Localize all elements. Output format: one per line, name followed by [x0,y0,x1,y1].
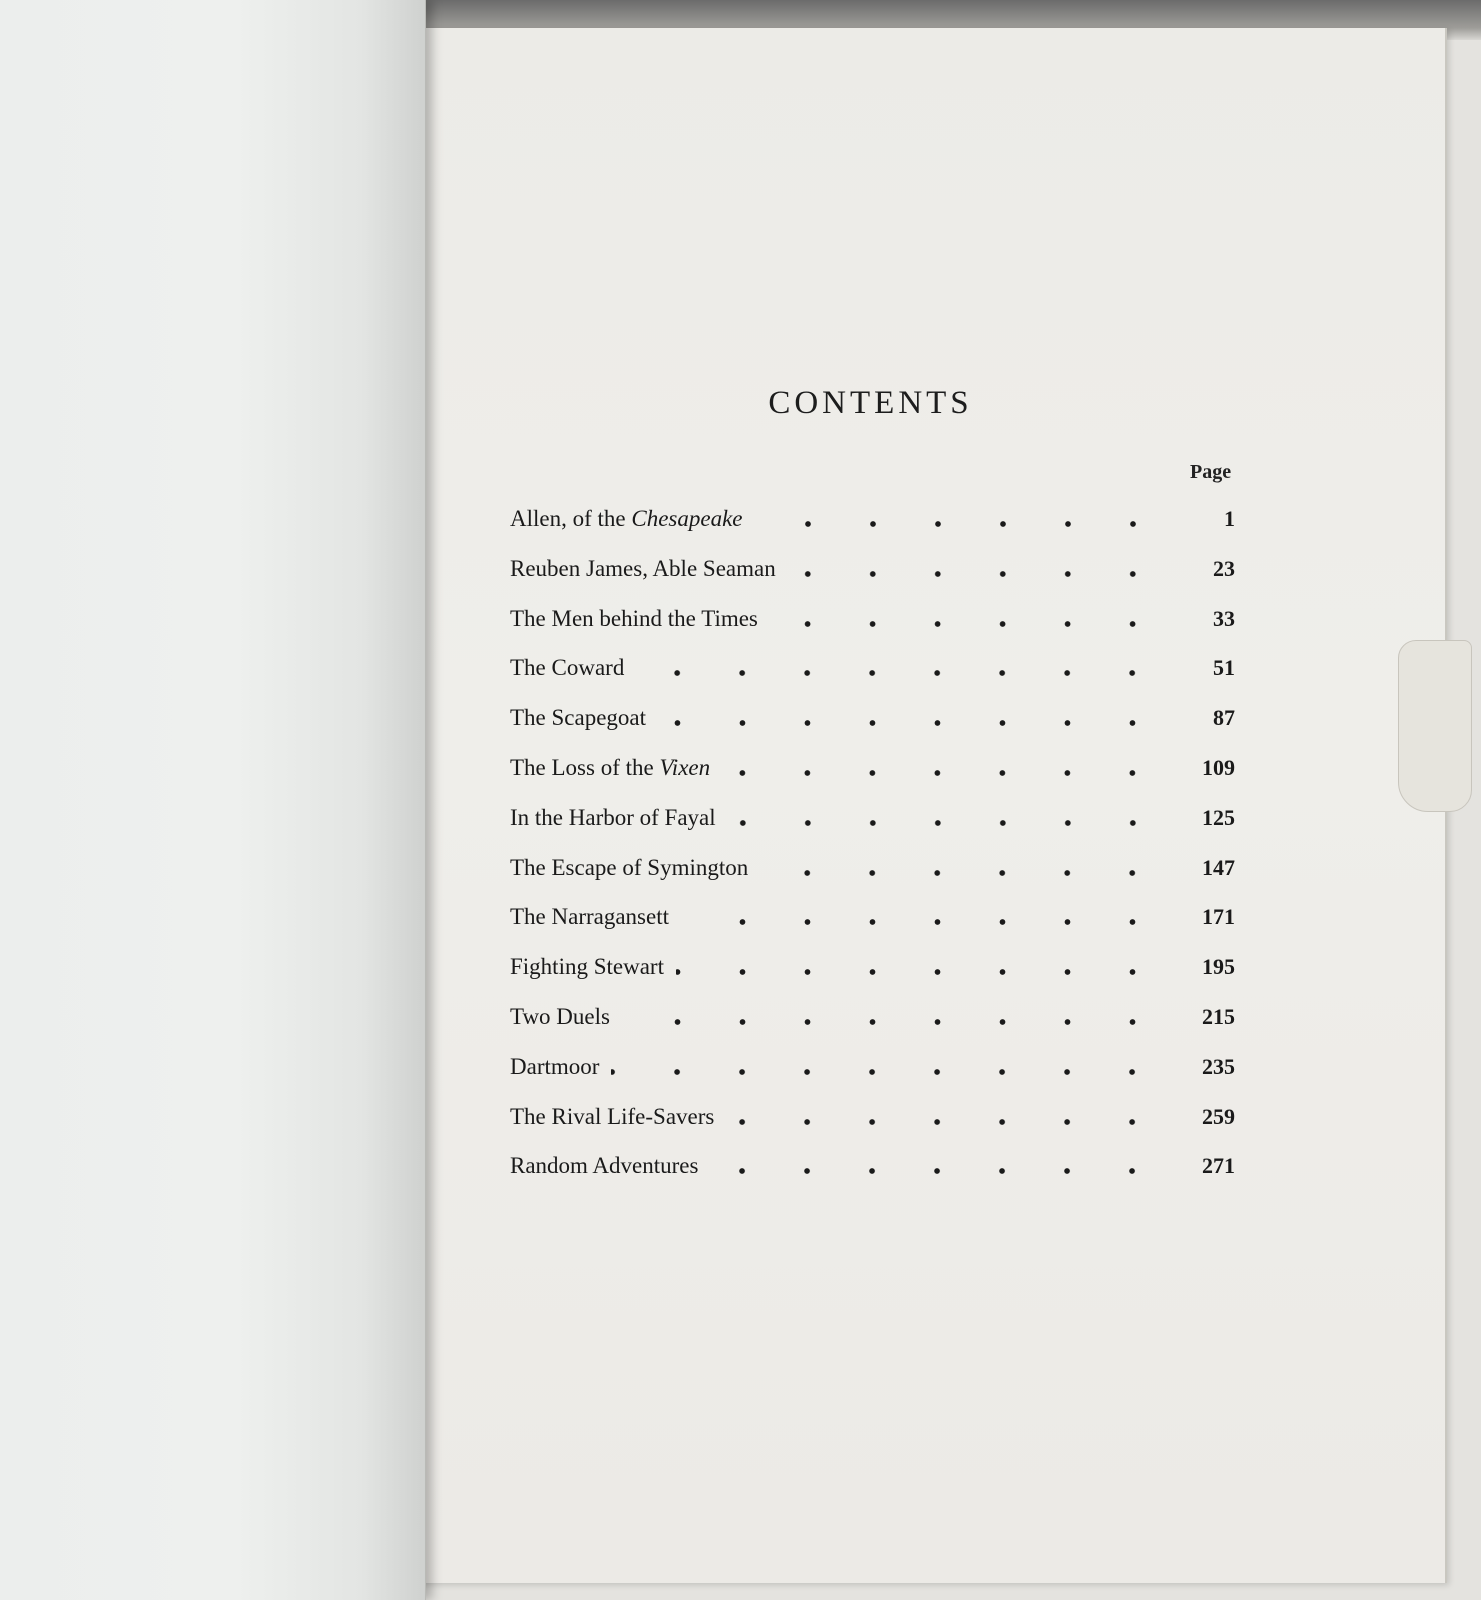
toc-entry-title [510,755,710,781]
toc-entry-title [510,506,743,532]
left-page-blank [0,0,426,1600]
toc-entry-page: 87 [1213,705,1235,731]
toc-entry [510,1147,1235,1197]
toc-entry-title [510,1004,610,1030]
torn-paper-edge [1398,640,1472,812]
table-of-contents [510,500,1235,1197]
dot-leader [770,621,1165,627]
toc-entry [510,550,1235,600]
toc-entry-title [510,1054,599,1080]
page-column-label: Page [1190,461,1232,483]
toc-entry-page: 195 [1202,954,1235,980]
toc-entry-title-text: The Coward [510,655,625,681]
toc-entry [510,799,1235,849]
toc-entry-page: 259 [1202,1103,1235,1129]
toc-entry-title [510,954,664,980]
toc-entry [510,600,1235,650]
toc-entry-title [510,705,646,731]
toc-entry [510,948,1235,998]
toc-entry [510,849,1235,899]
toc-entry-title-text: Random Adventures [510,1153,699,1179]
dot-leader [726,1119,1165,1125]
toc-entry-title-italic: Chesapeake [631,506,743,531]
toc-entry-page: 109 [1202,754,1235,780]
dot-leader [710,1168,1165,1174]
dot-leader [676,969,1165,975]
dot-leader [728,820,1165,826]
dot-leader [681,919,1165,925]
toc-entry-title-text: In the Harbor of Fayal [510,804,716,830]
toc-entry-title [510,855,748,881]
toc-entry-page: 215 [1202,1003,1235,1029]
dot-leader [788,571,1165,577]
toc-entry [510,1098,1235,1148]
toc-entry-title-text: The Escape of Symington [510,854,749,880]
toc-entry-title-text: The Loss of the [510,754,660,780]
dot-leader [636,670,1165,676]
toc-entry-page: 23 [1213,555,1235,581]
toc-entry-title [510,805,716,831]
dot-leader [611,1069,1165,1075]
toc-entry-page: 51 [1213,655,1235,681]
toc-entry-title-text: The Narragansett [510,904,670,930]
toc-entry-title [510,904,669,930]
toc-entry-page: 1 [1224,506,1235,531]
toc-entry-title [510,606,758,632]
toc-entry-page: 235 [1202,1053,1235,1079]
toc-entry-title-text: The Scapegoat [510,705,647,731]
toc-entry-title-text: Fighting Stewart [510,954,664,980]
toc-entry-title-text: The Rival Life-Savers [510,1103,715,1129]
toc-entry-title-text: Reuben James, Able Seaman [510,555,776,581]
toc-entry-title [510,1104,714,1130]
toc-entry [510,500,1235,550]
toc-entry [510,749,1235,799]
toc-entry-page: 271 [1202,1153,1235,1179]
toc-entry-page: 33 [1213,605,1235,631]
dot-leader [760,870,1165,876]
toc-entry-title-italic: Vixen [659,754,711,780]
toc-entry-title-text: Dartmoor [510,1053,600,1079]
contents-heading-text: CONTENTS [768,385,973,421]
toc-entry [510,1048,1235,1098]
toc-entry-title [510,1153,698,1179]
toc-entry-title [510,655,624,681]
toc-entry-page: 171 [1202,904,1235,930]
toc-entry-page: 147 [1202,854,1235,880]
toc-entry [510,898,1235,948]
toc-entry-title-text: Two Duels [510,1003,610,1029]
toc-entry [510,699,1235,749]
toc-entry-title-text: Allen, of the [510,506,632,531]
toc-entry-title [510,556,776,582]
toc-entry-page: 125 [1202,804,1235,830]
toc-entry [510,998,1235,1048]
dot-leader [755,521,1166,527]
toc-entry-title-text: The Men behind the Times [510,605,758,631]
toc-entry [510,649,1235,699]
dot-leader [658,720,1165,726]
dot-leader [722,770,1165,776]
dot-leader [622,1019,1165,1025]
